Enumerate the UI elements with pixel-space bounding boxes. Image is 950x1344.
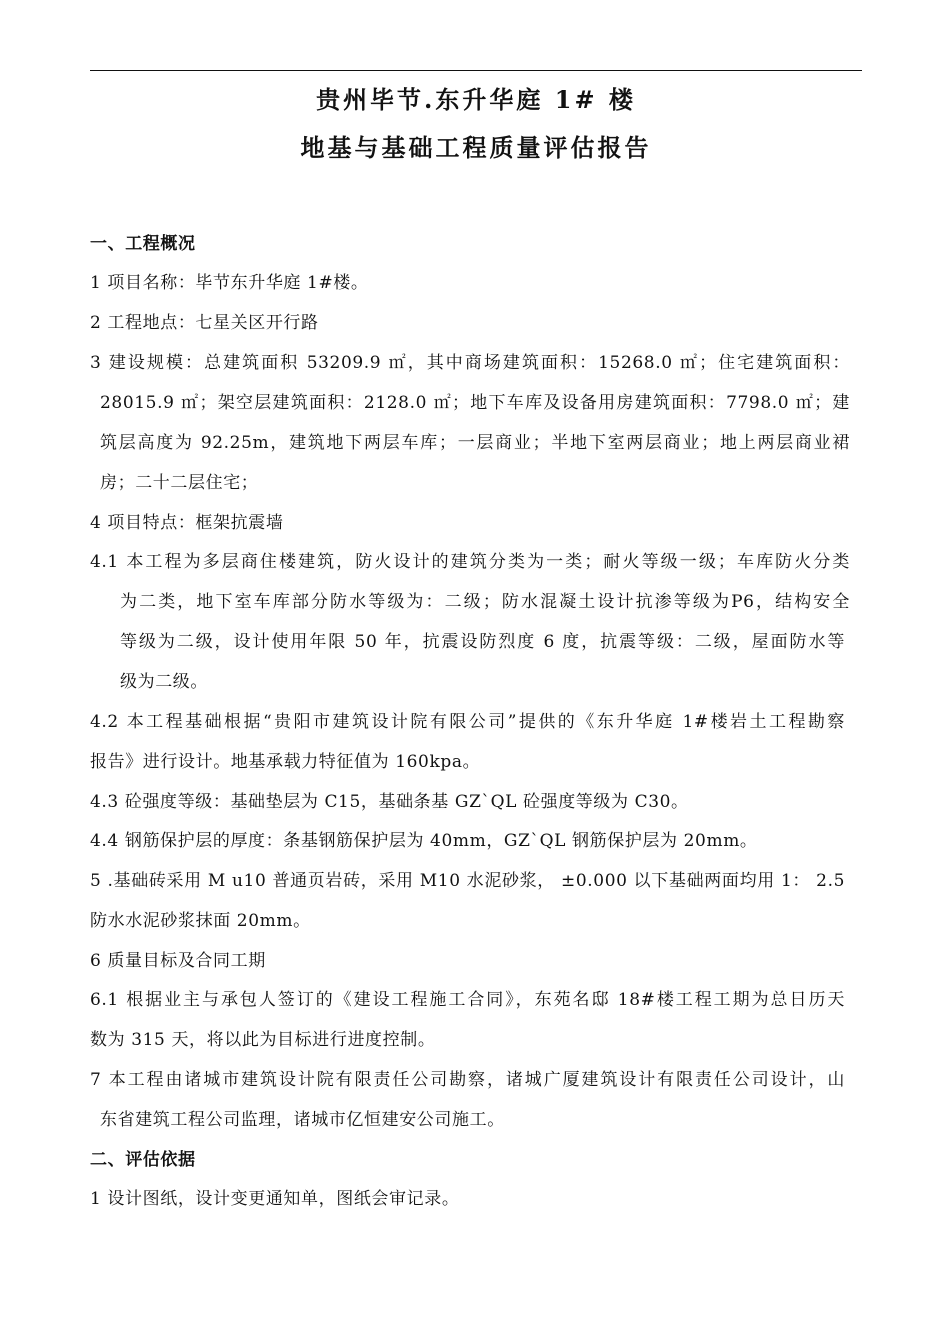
paragraph-line: 5 .基础砖采用 M u10 普通页岩砖，采用 M10 水泥砂浆， ±0.000 以下基础两面均用 1： 2.5 [90, 871, 845, 891]
paragraph-line: 2 工程地点：七星关区开行路 [90, 313, 319, 333]
paragraph-line: 7 本工程由诸城市建筑设计院有限责任公司勘察，诸城广厦建筑设计有限责任公司设计，山 [90, 1070, 845, 1090]
paragraph-line: 28015.9 ㎡；架空层建筑面积：2128.0 ㎡；地下车库及设备用房建筑面积：7798.0 ㎡；建 [100, 393, 850, 413]
paragraph-line: 4.1 本工程为多层商住楼建筑，防火设计的建筑分类为一类；耐火等级一级；车库防火分类 [90, 552, 850, 572]
paragraph-line: 6 质量目标及合同工期 [90, 951, 266, 971]
section-heading-basis: 二、评估依据 [90, 1150, 196, 1170]
paragraph-line: 3 建设规模：总建筑面积 53209.9 ㎡，其中商场建筑面积：15268.0 ㎡；住宅建筑面积： [90, 353, 850, 373]
paragraph-line: 东省建筑工程公司监理，诸城市亿恒建安公司施工。 [100, 1110, 505, 1130]
section-heading-overview: 一、工程概况 [90, 234, 196, 254]
paragraph-line: 等级为二级，设计使用年限 50 年，抗震设防烈度 6 度，抗震等级：二级，屋面防水等 [120, 632, 845, 652]
paragraph-line: 4 项目特点：框架抗震墙 [90, 513, 284, 533]
paragraph-line: 6.1 根据业主与承包人签订的《建设工程施工合同》，东苑名邸 18#楼工程工期为总日历天 [90, 990, 845, 1010]
paragraph-line: 1 项目名称：毕节东升华庭 1#楼。 [90, 273, 369, 293]
paragraph-line: 报告》进行设计。地基承载力特征值为 160kpa。 [90, 752, 481, 772]
paragraph-line: 4.2 本工程基础根据“贵阳市建筑设计院有限公司”提供的《东升华庭 1#楼岩土工程勘察 [90, 712, 845, 732]
document-title-line2: 地基与基础工程质量评估报告 [300, 133, 652, 162]
paragraph-line: 级为二级。 [120, 672, 208, 692]
paragraph-line: 房；二十二层住宅； [100, 473, 259, 493]
paragraph-line: 4.3 砼强度等级：基础垫层为 C15，基础条基 GZ`QL 砼强度等级为 C30。 [90, 792, 689, 812]
paragraph-line: 为二类，地下室车库部分防水等级为：二级；防水混凝土设计抗渗等级为P6，结构安全 [120, 592, 850, 612]
paragraph-line: 1 设计图纸，设计变更通知单，图纸会审记录。 [90, 1189, 460, 1209]
paragraph-line: 筑层高度为 92.25m，建筑地下两层车库；一层商业；半地下室两层商业；地上两层商业裙 [100, 433, 850, 453]
paragraph-line: 防水水泥砂浆抹面 20mm。 [90, 911, 311, 931]
document-title-line1: 贵州毕节.东升华庭 1# 楼 [316, 85, 636, 114]
header-rule [90, 70, 862, 71]
paragraph-line: 4.4 钢筋保护层的厚度：条基钢筋保护层为 40mm，GZ`QL 钢筋保护层为 20mm。 [90, 831, 758, 851]
paragraph-line: 数为 315 天，将以此为目标进行进度控制。 [90, 1030, 436, 1050]
